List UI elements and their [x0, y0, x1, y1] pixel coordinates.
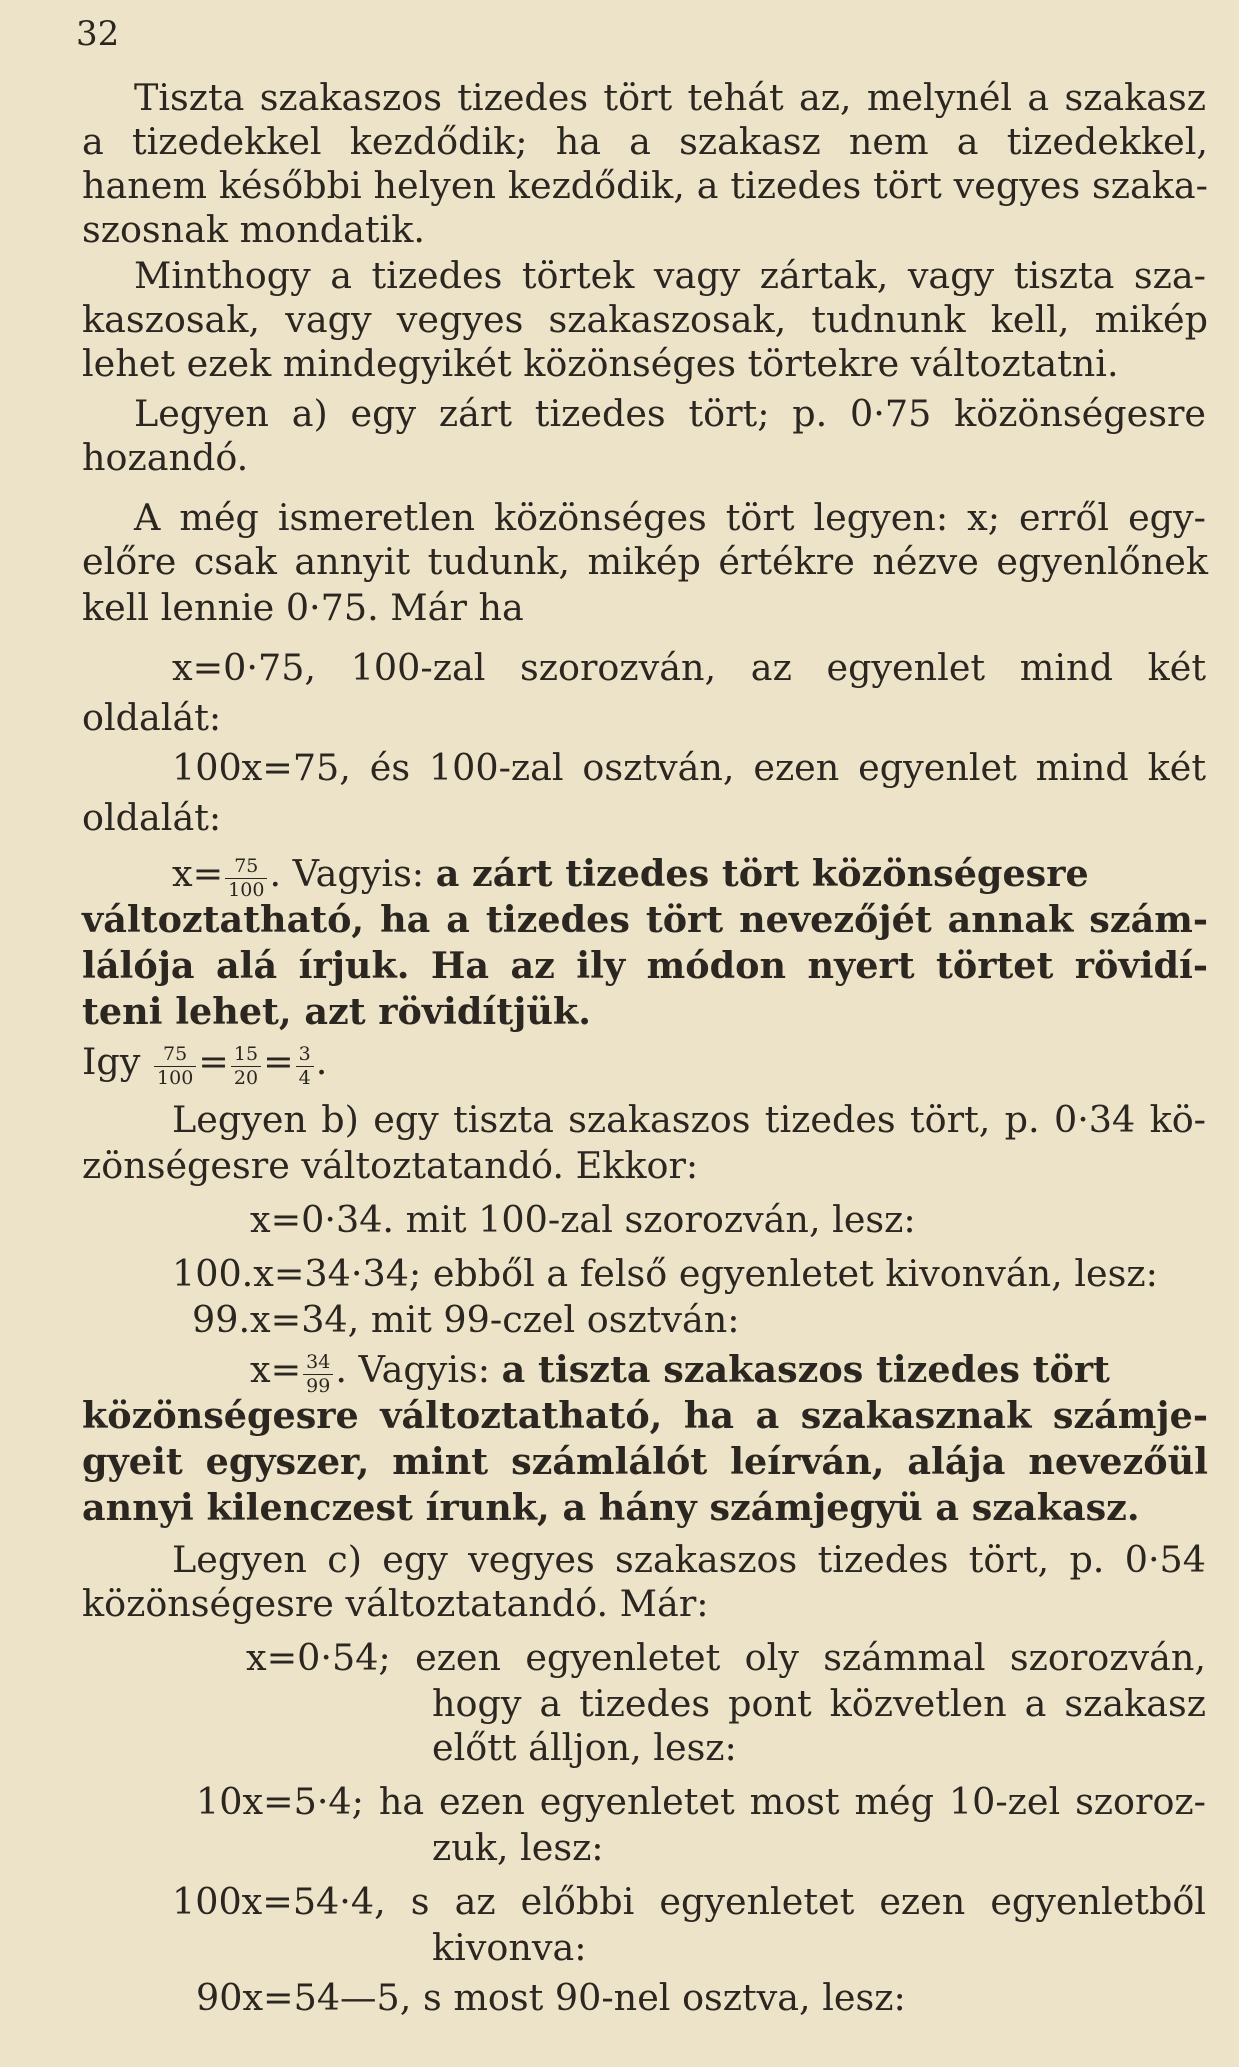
equation-line: x=0·54; ezen egyenletet oly számmal szorozván,: [246, 1636, 1206, 1679]
text-line: szosnak mondatik.: [82, 208, 425, 251]
fraction: $\frac{75}{100}$: [154, 1045, 196, 1088]
text-line: kell lennie 0·75. Már ha: [82, 586, 524, 629]
text-line: közönségesre változtatandó. Már:: [82, 1582, 709, 1625]
text-line: hozandó.: [82, 436, 249, 479]
fraction: $\frac{15}{20}$: [231, 1045, 261, 1088]
fraction: $\frac{75}{100}$: [225, 857, 267, 900]
bold-rule-line: lálója alá írjuk. Ha az ily módon nyert törtet rövidí-: [82, 944, 1208, 987]
text-line: zönségesre változtatandó. Ekkor:: [82, 1144, 699, 1187]
text-line: A még ismeretlen közönséges tört legyen: x; erről egy-: [134, 496, 1206, 539]
text-line: előtt álljon, lesz:: [432, 1726, 737, 1769]
equation-line: 100x=54·4, s az előbbi egyenletet ezen egyenletből: [172, 1880, 1206, 1923]
text-line: oldalát:: [82, 796, 222, 839]
text-line: kivonva:: [432, 1926, 587, 1969]
fraction: $\frac{34}{99}$: [303, 1353, 333, 1396]
bold-rule-line: változtatható, ha a tizedes tört nevezőjét annak szám-: [82, 898, 1208, 941]
fraction: $\frac{3}{4}$: [296, 1045, 314, 1088]
text-line: lehet ezek mindegyikét közönséges törtekre változtatni.: [82, 342, 1119, 385]
text-line: hogy a tizedes pont közvetlen a szakasz: [432, 1682, 1206, 1725]
bold-rule-line: annyi kilenczest írunk, a hány számjegyü a szakasz.: [82, 1486, 1140, 1529]
text-line: hanem későbbi helyen kezdődik, a tizedes tört vegyes szaka-: [82, 164, 1208, 207]
equation-line: x=0·75, 100-zal szorozván, az egyenlet mind két: [172, 646, 1206, 689]
bold-rule-line: gyeit egyszer, mint számlálót leírván, alája nevezőül: [82, 1440, 1208, 1483]
text-line: Legyen a) egy zárt tizedes tört; p. 0·75 közönségesre: [134, 392, 1206, 435]
page-number: 32: [76, 14, 120, 54]
text-line: a tizedekkel kezdődik; ha a szakasz nem a tizedekkel,: [82, 120, 1208, 163]
equation-line: 90x=54—5, s most 90-nel osztva, lesz:: [196, 1976, 906, 2019]
text-line: kaszosak, vagy vegyes szakaszosak, tudnunk kell, mikép: [82, 298, 1208, 341]
equation-line: x=0·34. mit 100-zal szorozván, lesz:: [250, 1198, 916, 1241]
equation-line: 100.x=34·34; ebből a felső egyenletet kivonván, lesz:: [172, 1252, 1158, 1295]
text-line: előre csak annyit tudunk, mikép értékre nézve egyenlőnek: [82, 540, 1208, 583]
text-line: zuk, lesz:: [432, 1826, 604, 1869]
equation-line: 10x=5·4; ha ezen egyenletet most még 10-zel szoroz-: [196, 1780, 1206, 1823]
text-line: Legyen c) egy vegyes szakaszos tizedes tört, p. 0·54: [172, 1538, 1206, 1581]
text-line: oldalát:: [82, 696, 222, 739]
bold-rule: a zárt tizedes tört közönségesre: [435, 852, 1089, 895]
equation-line: 100x=75, és 100-zal osztván, ezen egyenlet mind két: [172, 746, 1206, 789]
equation-line: Igy $\frac{75}{100}$ = $\frac{15}{20}$ = $\frac{3}{4}$ .: [82, 1040, 328, 1090]
text-line: Tiszta szakaszos tizedes tört tehát az, melynél a szakasz: [134, 76, 1206, 119]
equation-line: 99.x=34, mit 99-czel osztván:: [192, 1298, 740, 1341]
equation-line: x= $\frac{34}{99}$ . Vagyis: a tiszta szakaszos tizedes tört: [250, 1348, 1110, 1398]
bold-rule-line: közönségesre változtatható, ha a szakasznak számje-: [82, 1394, 1208, 1437]
equation-line: x= $\frac{75}{100}$ . Vagyis: a zárt tizedes tört közönségesre: [172, 852, 1089, 902]
text-line: Minthogy a tizedes törtek vagy zártak, vagy tiszta sza-: [134, 254, 1206, 297]
bold-rule: a tiszta szakaszos tizedes tört: [501, 1348, 1110, 1391]
text-line: Legyen b) egy tiszta szakaszos tizedes tört, p. 0·34 kö-: [172, 1098, 1206, 1141]
bold-rule-line: teni lehet, azt rövidítjük.: [82, 990, 591, 1033]
